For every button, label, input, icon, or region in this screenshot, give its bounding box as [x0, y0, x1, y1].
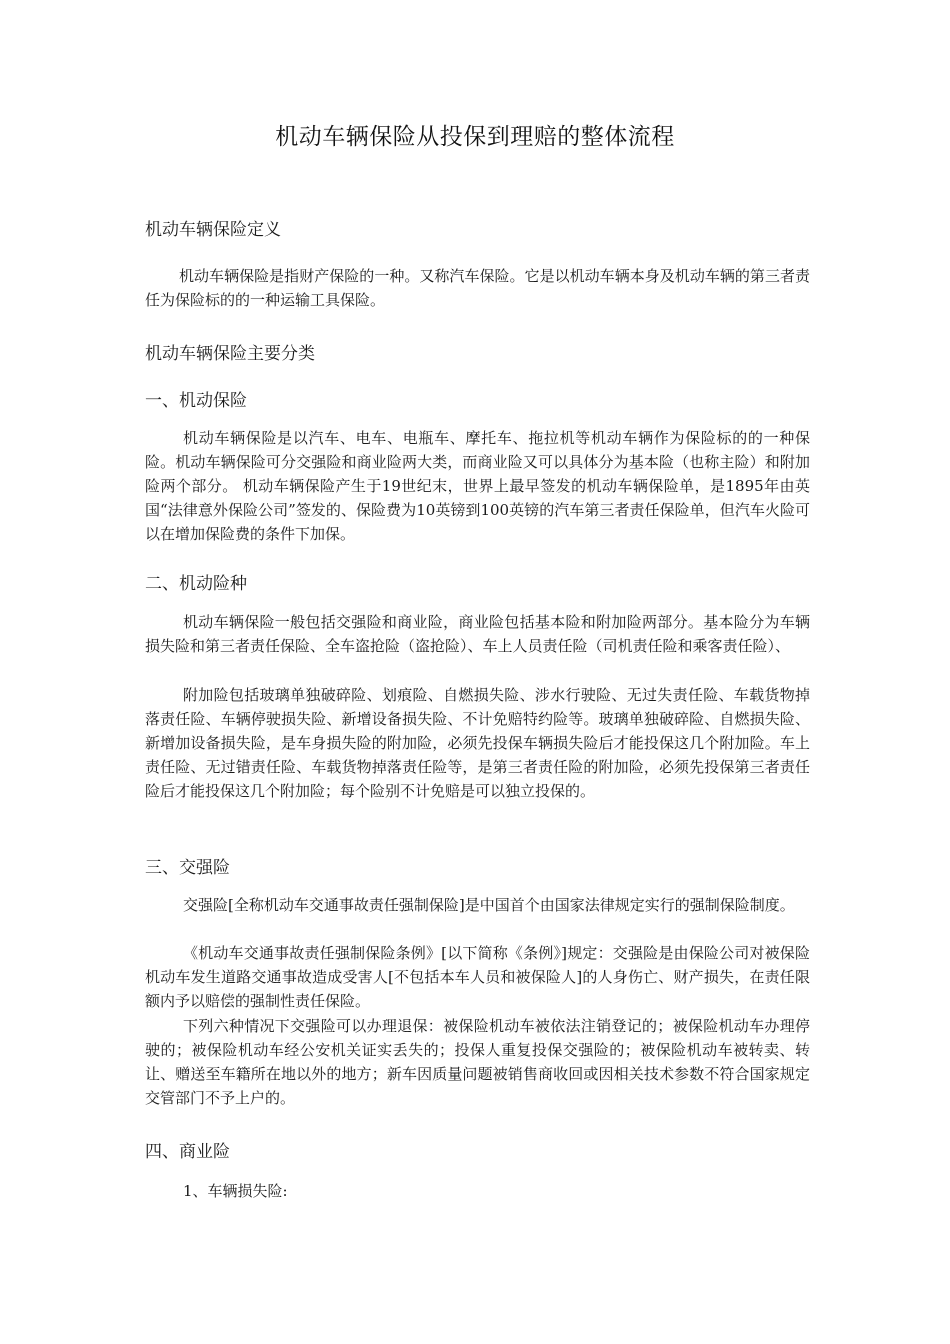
section-3-paragraph-3: 下列六种情况下交强险可以办理退保：被保险机动车被依法注销登记的；被保险机动车办理停驶的；被保险机动车经公安机关证实丢失的；投保人重复投保交强险的；被保险机动车被转卖、转让、赠送至车籍所在地以外的地方；新车因质量问题被销售商收回或因相关技术参数不符合国家规定交管部门不予上户的。	[145, 1017, 810, 1107]
section-2-paragraph-1: 机动车辆保险一般包括交强险和商业险，商业险包括基本险和附加险两部分。基本险分为车辆损失险和第三者责任保险、全车盗抢险（盗抢险）、车上人员责任险（司机责任险和乘客责任险）、	[145, 613, 810, 655]
definition-heading: 机动车辆保险定义	[145, 220, 281, 240]
document-title: 机动车辆保险从投保到理赔的整体流程	[275, 124, 675, 150]
definition-paragraph: 机动车辆保险是指财产保险的一种。又称汽车保险。它是以机动车辆本身及机动车辆的第三者责任为保险标的的一种运输工具保险。	[145, 267, 810, 309]
section-3-paragraph-2: 《机动车交通事故责任强制保险条例》[以下简称《条例》]规定：交强险是由保险公司对被保险机动车发生道路交通事故造成受害人[不包括本车人员和被保险人]的人身伤亡、财产损失，在责任限额内予以赔偿的强制性责任保险。	[145, 944, 810, 1010]
section-1-heading: 一、机动保险	[145, 391, 247, 411]
classification-heading: 机动车辆保险主要分类	[145, 344, 315, 364]
section-3-heading: 三、交强险	[145, 858, 230, 878]
section-4-heading: 四、商业险	[145, 1142, 230, 1162]
section-1-paragraph: 机动车辆保险是以汽车、电车、电瓶车、摩托车、拖拉机等机动车辆作为保险标的的一种保险。机动车辆保险可分交强险和商业险两大类，而商业险又可以具体分为基本险（也称主险）和附加险两个部分。 机动车辆保险产生于19世纪末，世界上最早签发的机动车辆保险单，是1895年由英国“法律意外保险公司”签发的、保险费为10英镑到100英镑的汽车第三者责任保险单，但汽车火险可以在增加保险费的条件下加保。	[145, 429, 810, 543]
section-3-paragraph-1: 交强险[全称机动车交通事故责任强制保险]是中国首个由国家法律规定实行的强制保险制度。	[183, 896, 795, 914]
section-2-heading: 二、机动险种	[145, 574, 247, 594]
section-2-paragraph-2: 附加险包括玻璃单独破碎险、划痕险、自燃损失险、涉水行驶险、无过失责任险、车载货物掉落责任险、车辆停驶损失险、新增设备损失险、不计免赔特约险等。玻璃单独破碎险、自燃损失险、新增加设备损失险，是车身损失险的附加险，必须先投保车辆损失险后才能投保这几个附加险。车上责任险、无过错责任险、车载货物掉落责任险等，是第三者责任险的附加险，必须先投保第三者责任险后才能投保这几个附加险；每个险别不计免赔是可以独立投保的。	[145, 686, 810, 800]
section-4-item-1: 1、车辆损失险:	[183, 1182, 288, 1200]
